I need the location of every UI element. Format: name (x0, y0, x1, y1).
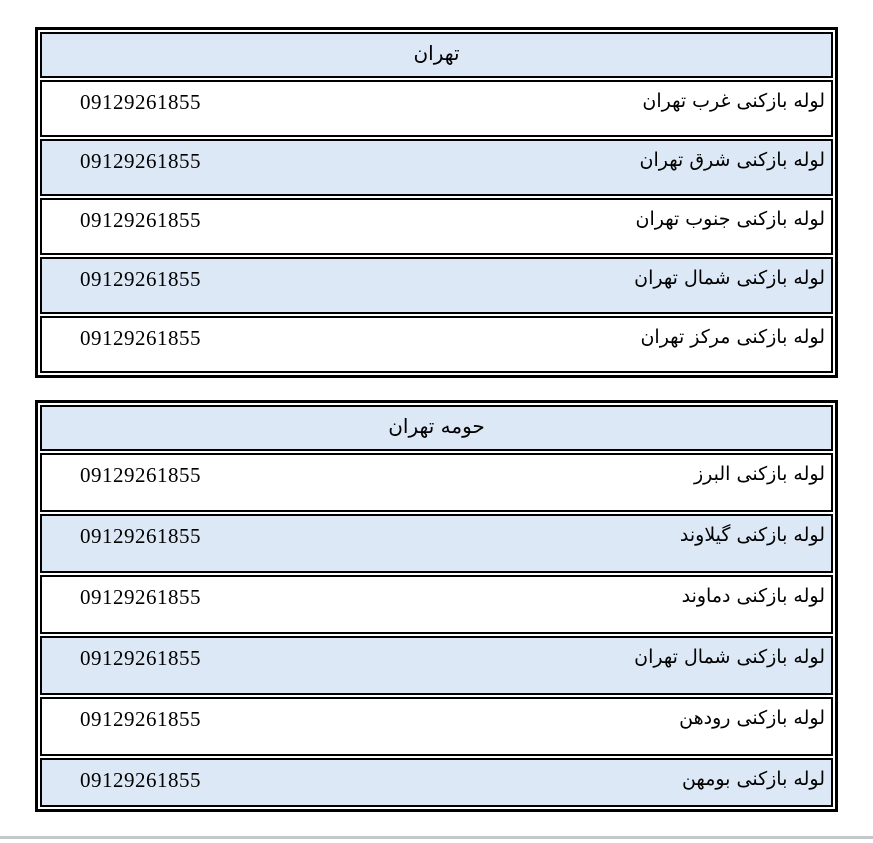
table-row (40, 514, 833, 573)
table-header-cell (40, 32, 833, 78)
phone-number: 09129261855 (80, 585, 201, 609)
phone-number: 09129261855 (80, 208, 201, 232)
table-row (40, 198, 833, 255)
service-label: لوله بازکنی مرکز تهران (640, 326, 825, 348)
table-header-cell (40, 405, 833, 451)
phone-number: 09129261855 (80, 768, 201, 792)
table-row (40, 80, 833, 137)
table-title: حومه تهران (388, 413, 485, 438)
service-label: لوله بازکنی بومهن (681, 768, 825, 790)
service-label: لوله بازکنی البرز (694, 463, 825, 485)
phone-number: 09129261855 (80, 90, 201, 114)
table-row (40, 758, 833, 807)
phone-number: 09129261855 (80, 707, 201, 731)
service-label: لوله بازکنی غرب تهران (642, 90, 825, 112)
phone-number: 09129261855 (80, 267, 201, 291)
table-row (40, 697, 833, 756)
table-row (40, 636, 833, 695)
service-label: لوله بازکنی دماوند (681, 585, 825, 607)
table-row (40, 575, 833, 634)
service-label: لوله بازکنی شمال تهران (634, 267, 825, 289)
service-label: لوله بازکنی شمال تهران (634, 646, 825, 668)
page-divider (0, 836, 873, 839)
phone-number: 09129261855 (80, 149, 201, 173)
table-row (40, 316, 833, 373)
table-row (40, 139, 833, 196)
phone-number: 09129261855 (80, 524, 201, 548)
service-label: لوله بازکنی شرق تهران (639, 149, 825, 171)
phone-number: 09129261855 (80, 463, 201, 487)
phone-number: 09129261855 (80, 646, 201, 670)
table-row (40, 453, 833, 512)
table-title: تهران (413, 40, 460, 65)
table-row (40, 257, 833, 314)
area-table (35, 27, 838, 378)
area-table (35, 400, 838, 812)
service-label: لوله بازکنی رودهن (679, 707, 825, 729)
service-label: لوله بازکنی گیلاوند (679, 524, 825, 546)
phone-number: 09129261855 (80, 326, 201, 350)
service-label: لوله بازکنی جنوب تهران (635, 208, 825, 230)
